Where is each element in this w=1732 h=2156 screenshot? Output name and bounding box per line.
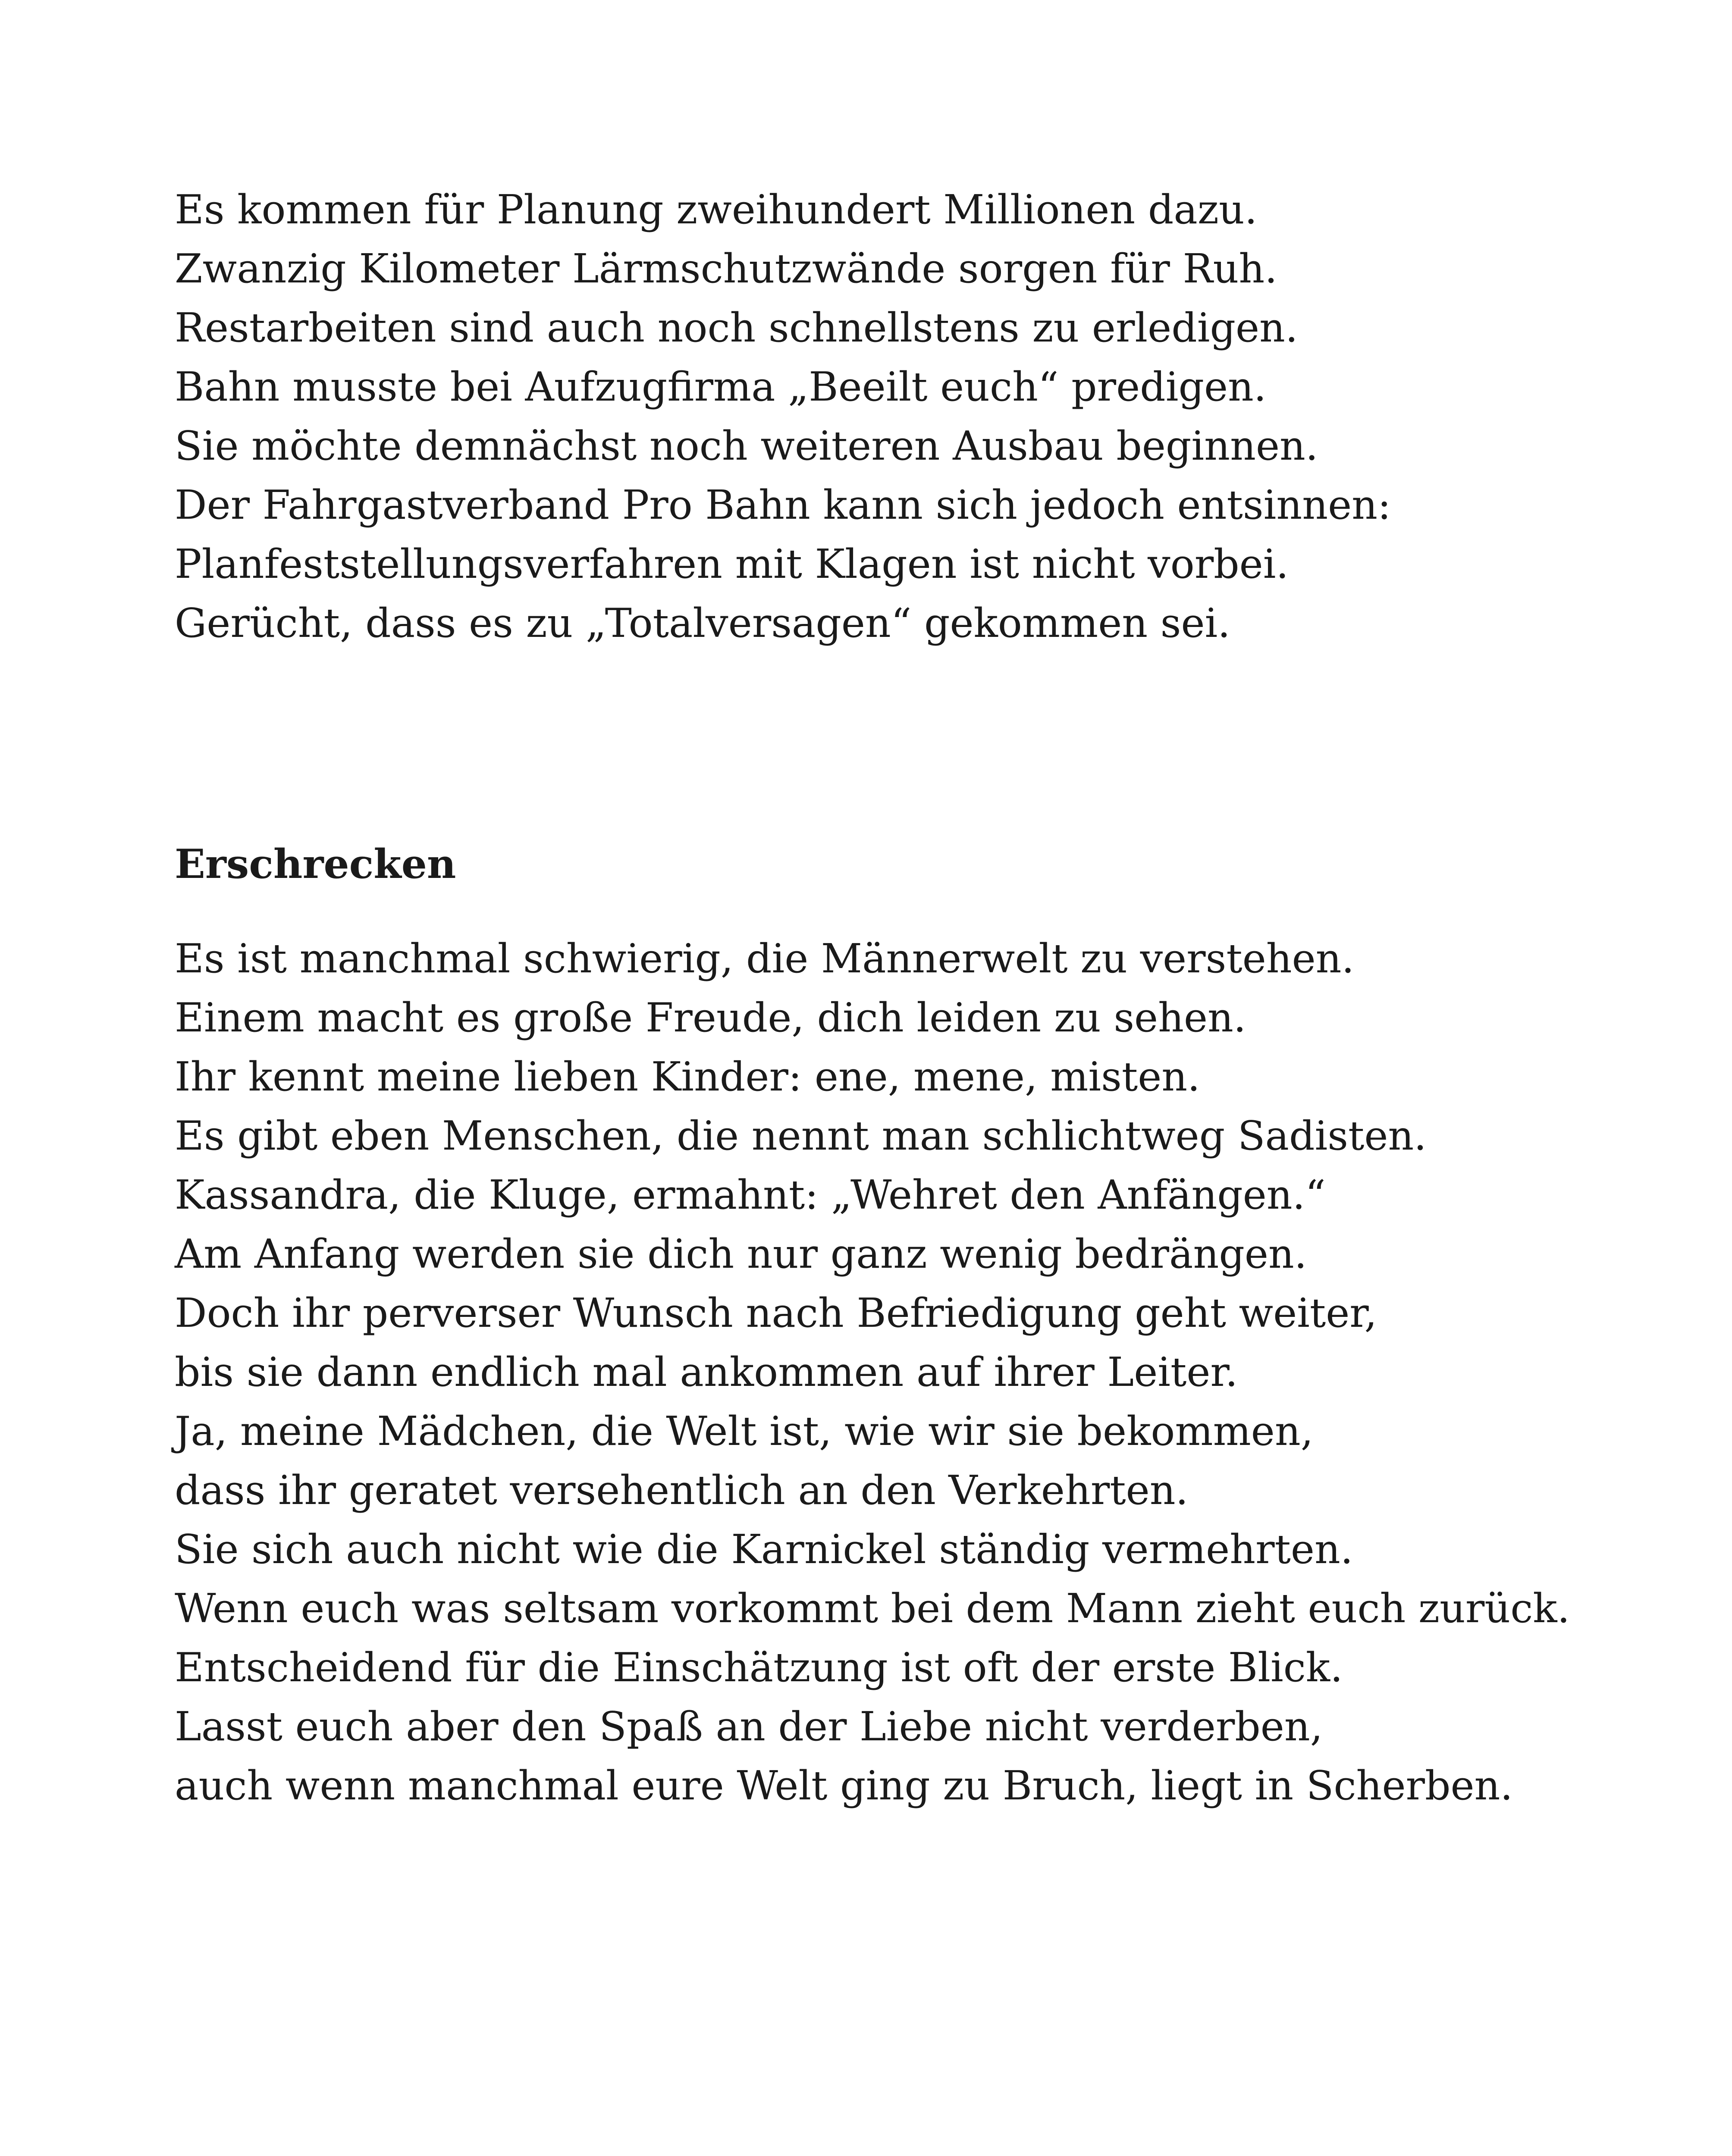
verse-line: Wenn euch was seltsam vorkommt bei dem Mann zieht euch zurück. xyxy=(175,1585,1570,1632)
verse-line: Kassandra, die Kluge, ermahnt: „Wehret den Anfängen.“ xyxy=(175,1172,1326,1218)
verse-line: Lasst euch aber den Spaß an der Liebe nicht verderben, xyxy=(175,1703,1323,1750)
verse-line: Der Fahrgastverband Pro Bahn kann sich jedoch entsinnen: xyxy=(175,482,1391,528)
verse-line: Planfeststellungsverfahren mit Klagen ist nicht vorbei. xyxy=(175,541,1289,587)
verse-line: Es ist manchmal schwierig, die Männerwelt zu verstehen. xyxy=(175,935,1355,982)
verse-line: Entscheidend für die Einschätzung ist oft der erste Blick. xyxy=(175,1644,1343,1691)
verse-line: Einem macht es große Freude, dich leiden zu sehen. xyxy=(175,994,1246,1041)
poem-body xyxy=(175,929,1570,1815)
verse-line: Restarbeiten sind auch noch schnellstens zu erledigen. xyxy=(175,304,1298,351)
verse-line: Am Anfang werden sie dich nur ganz wenig bedrängen. xyxy=(175,1231,1307,1277)
verse-line: auch wenn manchmal eure Welt ging zu Bruch, liegt in Scherben. xyxy=(175,1762,1513,1809)
verse-line: Gerücht, dass es zu „Totalversagen“ gekommen sei. xyxy=(175,600,1230,646)
verse-line: Ja, meine Mädchen, die Welt ist, wie wir sie bekommen, xyxy=(175,1408,1314,1454)
verse-line: Doch ihr perverser Wunsch nach Befriedigung geht weiter, xyxy=(175,1290,1377,1336)
poem-continuation-stanza xyxy=(175,180,1391,653)
verse-line: Ihr kennt meine lieben Kinder: ene, mene, misten. xyxy=(175,1053,1200,1100)
verse-line: Es gibt eben Menschen, die nennt man schlichtweg Sadisten. xyxy=(175,1112,1427,1159)
verse-line: Bahn musste bei Aufzugfirma „Beeilt euch“ predigen. xyxy=(175,364,1267,410)
verse-line: Sie sich auch nicht wie die Karnickel ständig vermehrten. xyxy=(175,1526,1353,1573)
verse-line: Zwanzig Kilometer Lärmschutzwände sorgen für Ruh. xyxy=(175,245,1277,292)
verse-line: Sie möchte demnächst noch weiteren Ausbau beginnen. xyxy=(175,423,1318,469)
verse-line: Es kommen für Planung zweihundert Millionen dazu. xyxy=(175,186,1258,233)
verse-line: dass ihr geratet versehentlich an den Verkehrten. xyxy=(175,1467,1189,1514)
poem-title: Erschrecken xyxy=(175,840,456,887)
verse-line: bis sie dann endlich mal ankommen auf ihrer Leiter. xyxy=(175,1349,1238,1395)
